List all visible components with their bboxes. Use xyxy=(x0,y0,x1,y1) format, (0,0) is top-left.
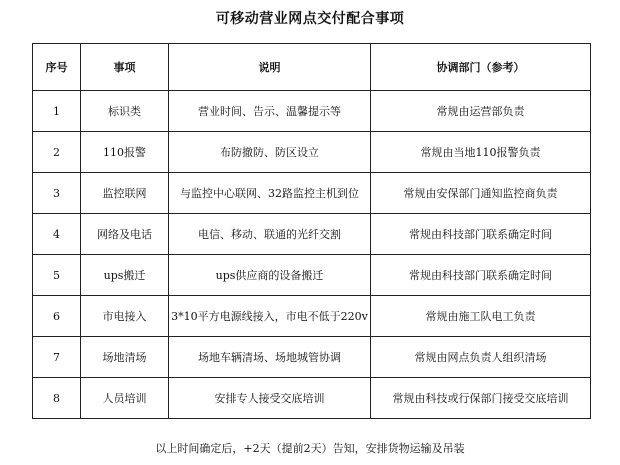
cell-item: 场地清场 xyxy=(81,337,169,378)
cell-item: 110报警 xyxy=(81,132,169,173)
cell-no: 5 xyxy=(33,255,81,296)
cell-department: 常规由运营部负责 xyxy=(371,91,591,132)
cell-item: 网络及电话 xyxy=(81,214,169,255)
cell-description: 电信、移动、联通的光纤交割 xyxy=(169,214,371,255)
cell-no: 6 xyxy=(33,296,81,337)
cell-department: 常规由施工队电工负责 xyxy=(371,296,591,337)
cell-no: 8 xyxy=(33,378,81,419)
cell-description: 场地车辆清场、场地城管协调 xyxy=(169,337,371,378)
header-no: 序号 xyxy=(33,44,81,91)
cell-description: 3*10平方电源线接入，市电不低于220v xyxy=(169,296,371,337)
cell-department: 常规由科技部门联系确定时间 xyxy=(371,255,591,296)
cell-description: 安排专人接受交底培训 xyxy=(169,378,371,419)
cell-description: 布防撤防、防区设立 xyxy=(169,132,371,173)
cell-description: 营业时间、告示、温馨提示等 xyxy=(169,91,371,132)
table-row xyxy=(33,296,591,337)
cell-department: 常规由当地110报警负责 xyxy=(371,132,591,173)
cell-item: ups搬迁 xyxy=(81,255,169,296)
cell-item: 市电接入 xyxy=(81,296,169,337)
table-row xyxy=(33,173,591,214)
header-department: 协调部门（参考） xyxy=(371,44,591,91)
table-row xyxy=(33,255,591,296)
cell-item: 人员培训 xyxy=(81,378,169,419)
table-row xyxy=(33,132,591,173)
cell-no: 2 xyxy=(33,132,81,173)
table-row xyxy=(33,378,591,419)
cell-description: 与监控中心联网、32路监控主机到位 xyxy=(169,173,371,214)
cell-department: 常规由科技部门联系确定时间 xyxy=(371,214,591,255)
coordination-table xyxy=(32,43,591,419)
cell-department: 常规由网点负责人组织清场 xyxy=(371,337,591,378)
page-title: 可移动营业网点交付配合事项 xyxy=(215,11,405,27)
cell-department: 常规由安保部门通知监控商负责 xyxy=(371,173,591,214)
table-row xyxy=(33,337,591,378)
cell-no: 3 xyxy=(33,173,81,214)
cell-no: 7 xyxy=(33,337,81,378)
table-row xyxy=(33,91,591,132)
cell-description: ups供应商的设备搬迁 xyxy=(169,255,371,296)
header-description: 说明 xyxy=(169,44,371,91)
cell-no: 4 xyxy=(33,214,81,255)
table-header-row xyxy=(33,44,591,91)
cell-department: 常规由科技或行保部门接受交底培训 xyxy=(371,378,591,419)
cell-item: 标识类 xyxy=(81,91,169,132)
table-row xyxy=(33,214,591,255)
cell-no: 1 xyxy=(33,91,81,132)
footnote: 以上时间确定后，+2天（提前2天）告知，安排货物运输及吊装 xyxy=(155,442,465,455)
cell-item: 监控联网 xyxy=(81,173,169,214)
header-item: 事项 xyxy=(81,44,169,91)
